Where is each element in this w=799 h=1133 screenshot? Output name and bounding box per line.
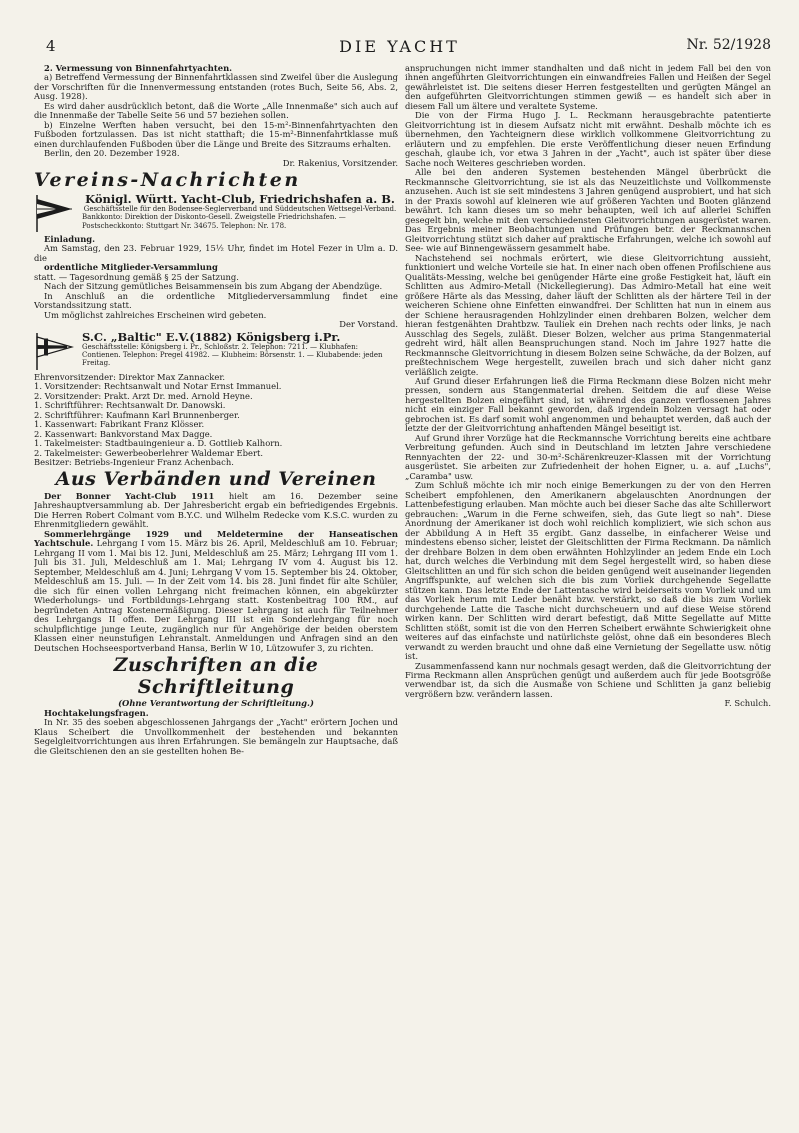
list-item: 2. Takelmeister: Gewerbeoberlehrer Waldemar Ebert.	[34, 447, 264, 458]
cross-pennant-icon	[34, 331, 74, 371]
invitation-heading: Einladung.	[44, 233, 96, 244]
paragraph-text: hielt am 16. Dezember seine Jahreshauptversammlung ab. Der Jahresbericht ergab ein befriedigendes Ergebnis. Die Herren Robert Colmant vom B.Y.C. und Wilhelm Redecke vom K.S.C. wurden zu Ehrenmitgliedern gewählt.	[34, 490, 398, 530]
issue-number: Nr. 52/1928	[686, 37, 771, 53]
bold-lead: Sommerlehrgänge 1929 und Meldetermine der Hanseatischen Yachtschule.	[34, 528, 398, 549]
paragraph: statt. — Tagesordnung gemäß § 25 der Satzung.	[34, 271, 239, 282]
list-item: 2. Vorsitzender: Prakt. Arzt Dr. med. Arnold Heyne.	[34, 390, 253, 401]
burgee-flag-icon	[34, 193, 74, 233]
club-entry-baltic	[34, 331, 398, 371]
paragraph	[34, 492, 398, 530]
paragraph: Nachstehend sei nochmals erörtert, wie diese Gleitvorrichtung aussieht, funktioniert und welche Vorteile sie hat. In einer nach oben offenen Profilschiene aus Qualitäts-Messing, welche bei genügender Härte eine große Festigkeit hat, läuft ein Schlitten aus Admiro-Metall (Nickellegierung). Das Admiro-Metall hat eine weit größere Härte als das Messing, daher läuft der Schlitten als der härtere Teil in der weicheren Schiene ohne Einfetten einwandfrei. Der Schlitten hat nun in einem aus der Schiene herausragenden Hohlzylinder einen drehbaren Bolzen, welcher dem hieran festgenähten Drahtbzw. Tauliek ein Drehen nach rechts oder links, je nach Ausschlag des Segels, zuläßt. Dieser Bolzen, welcher aus prima Stangenmaterial gedreht wird, hält allen Beanspruchungen stand. Noch im Jahre 1927 hatte die Reckmannsche Gleitvorrichtung in diesem Bolzen seine Schwäche, da der Bolzen, auf preßtechnischem Wege hergestellt, zuweilen brach und sich daher nicht ganz verläßlich zeigte.	[405, 252, 771, 377]
club-info: Geschäftsstelle für den Bodensee-Seglerverband und Süddeutschen Wettsegel-Verband.	[83, 205, 397, 214]
club-name: S.C. „Baltic" E.V.(1882) Königsberg i.Pr.	[82, 329, 341, 344]
meeting-heading: ordentliche Mitglieder-Versammlung	[44, 262, 218, 273]
paragraph: Zusammenfassend kann nur nochmals gesagt werden, daß die Gleitvorrichtung der Firma Reckmann allen Ansprüchen genügt und außerdem auch für jede Bootsgröße verwendbar ist, da sich die Ausmaße von Schiene und Schlitten ja ganz beliebig vergrößern bzw. verändern lassen.	[405, 660, 771, 699]
date-line: Berlin, den 20. Dezember 1928.	[44, 148, 180, 159]
paragraph: Alle bei den anderen Systemen bestehenden Mängel überbrückt die Reckmannsche Gleitvorrichtung, sie ist als das Neuzeitlichste und Vollkommenste anzusehen. Auch ist sie seit mindestens 3 Jahren genügend ausprobiert, und hat sich in der Praxis sowohl auf kleineren wie auf größeren Yachten und Booten glänzend bewährt. Ich kann dieses um so mehr behaupten, weil ich auf allerlei Schiffen gesegelt bin, welche mit den verschiedensten Gleitvorrichtungen ausgerüstet waren. Das Ergebnis meiner Beobachtungen und Prüfungen betr. der Reckmannschen Gleitvorrichtung stützt sich daher auf praktische Erfahrungen, welche ich sowohl auf See- wie auf Binnengewässern gesammelt habe.	[405, 167, 771, 254]
section-title-zuschriften: Zuschriften an die Schriftleitung	[113, 654, 319, 698]
paragraph: anspruchungen nicht immer standhalten und daß nicht in jedem Fall bei den von ihnen angeführten Gleitvorrichtungen ein einwandfreies Fallen und Heißen der Segel gewährleistet ist. Die seitens dieser Herren festgestellten und gerügten Mängel an den aufgeführten Gleitvorrichtungen stimmen gewiß — es handelt sich aber in diesem Fall um ältere und veraltete Systeme.	[405, 64, 771, 111]
paragraph: a) Betreffend Vermessung der Binnenfahrtklassen sind Zweifel über die Auslegung der Vorschriften für die Innenvermessung entstanden (rotes Buch, Seite 56, Abs. 2, Ausg. 1928).	[34, 72, 398, 102]
paragraph: Auf Grund ihrer Vorzüge hat die Reckmannsche Vorrichtung bereits eine achtbare Verbreitung gefunden. Auch sind in Deutschland im letzten Jahre verschiedene Rennyachten der 22- und 30-m²-Schärenkreuzer-Klassen mit der Vorrichtung ausgerüstet. Sie arbeiten zur Zufriedenheit der hohen Eigner, u. a. auf „Luchs", „Caramba" usw.	[405, 432, 771, 481]
magazine-title: DIE YACHT	[339, 37, 460, 56]
paragraph: Am Samstag, den 23. Februar 1929, 15½ Uhr, findet im Hotel Fezer in Ulm a. D. die	[34, 243, 398, 263]
paragraph: In Anschluß an die ordentliche Mitgliederversammlung findet eine Vorstandssitzung statt.	[34, 290, 398, 311]
section-subtitle: (Ohne Verantwortung der Schriftleitung.)	[118, 698, 314, 709]
list-item: Ehrenvorsitzender: Direktor Max Zannacker.	[34, 371, 226, 382]
section-heading: 2. Vermessung von Binnenfahrtyachten.	[44, 64, 233, 73]
page-number: 4	[46, 37, 56, 55]
paragraph-text: Lehrgang I vom 15. März bis 26. April, Meldeschluß am 10. Februar; Lehrgang II vom 1. Mai bis 12. Juni, Meldeschluß am 25. März; Lehrgang III vom 1. Juli bis 31. Juli, Meldeschluß am 1. Mai; Lehrgang IV vom 4. August bis 12. September, Meldeschluß am 4. Juni; Lehrgang V vom 15. September bis 24. Oktober, Meldeschluß am 15. Juli. — In der Zeit vom 14. bis 28. Juni findet für alte Schüler, die sich für einen vollen Lehrgang nicht freimachen können, ein abgekürzter Wiederholungs- und Fortbildungs-Lehrgang statt. Kostenbeitrag 100 RM., auf begründeten Antrag Kostenermäßigung. Dieser Lehrgang ist auch für Teilnehmer des Lehrgangs II offen. Der Lehrgang III ist ein Sonderlehrgang für noch schulpflichtige junge Leute, zugänglich nur für Angehörige der beiden oberstem Klassen einer neunstufigen Lehranstalt. Anmeldungen und Anfragen sind an den Deutschen Hochseesportverband Hansa, Berlin W 10, Lützowufer 3, zu richten.	[34, 538, 398, 653]
signature: F. Schulch.	[724, 698, 771, 709]
board-list	[34, 373, 398, 468]
paragraph	[34, 530, 398, 653]
list-item: 2. Kassenwart: Bankvorstand Max Dagge.	[34, 428, 213, 439]
paragraph: Nach der Sitzung gemütliches Beisammensein bis zum Abgang der Abendzüge.	[44, 281, 383, 292]
section-title-vereins-nachrichten: Vereins-Nachrichten	[34, 169, 301, 192]
list-item: 1. Kassenwart: Fabrikant Franz Klösser.	[34, 419, 205, 430]
list-item: Besitzer: Betriebs-Ingenieur Franz Achenbach.	[34, 457, 234, 467]
club-info: Geschäftsstelle: Königsberg i. Pr., Schloßstr. 2. Telephon: 7211. — Klubhafen: Contienen. Telephon: Pregel 41982. — Klubheim: Börsenstr. 1. — Klubabende: jeden Freitag.	[82, 343, 383, 368]
paragraph: Zum Schluß möchte ich mir noch einige Bemerkungen zu der von den Herren Scheibert empfohlenen, den Amerikanern abgelauschten Anordnungen der Lattenbefestigung erlauben. Man möchte auch bei dieser Sache das alte Schillerwort gebrauchen: „Warum in die Ferne schweifen, sieh, das Gute liegt so nah". Diese Anordnung der Amerikaner ist doch wohl reichlich kompliziert, wie sich schon aus der Abbildung A in Heft 35 ergibt. Ganz dasselbe, in einfacherer Weise und mindestens ebenso sicher, leistet der Gleitschlitten der Firma Reckmann. Da nämlich der drehbare Bolzen in dem oben erwähnten Hohlzylinder an jedem Ende ein Loch hat, durch welches die Verbindung mit dem Segel hergestellt wird, so haben diese Gleitschlitten an und für sich schon die beiden genügend weit auseinander liegenden Angriffspunkte, auf welchen sich die bis zum Vorliek durchgehende Segellatte stützen kann. Das letzte Ende der Lattentasche wird beiderseits vom Vorliek und um das Vorliek herum mit Leder benäht bzw. verstärkt, so daß die bis zum Vorliek durchgehende Latte die Tasche nicht durchscheuern und auf diese Weise störend wirken kann. Der Schlitten wird derart befestigt, daß Mitte Segellatte auf Mitte Schlitten stößt, somit ist die von den Herren Scheibert erwähnte Schwierigkeit ohne weiteres auf das einfachste und natürlichste gelöst, ohne daß ein besonderes Blech verwandt zu werden braucht und ohne daß eine Vernietung der Segellatte usw. nötig ist.	[405, 480, 771, 662]
paragraph: Die von der Firma Hugo J. L. Reckmann herausgebrachte patentierte Gleitvorrichtung ist in diesem Aufsatz nicht mit erwähnt. Deshalb möchte ich es übernehmen, den Yachteignern diese wirklich vollkommene Gleitvorrichtung zu erläutern und zu empfehlen. Die erste Veröffentlichung dieser neuen Erfindung geschah, glaube ich, vor etwa 3 Jahren in der „Yacht", auch ist später über diese Sache noch Weiteres geschrieben worden.	[405, 110, 771, 168]
signature: Dr. Rakenius, Vorsitzender.	[282, 157, 398, 168]
paragraph: Es wird daher ausdrücklich betont, daß die Worte „Alle Innenmaße" sich auch auf die Innenmaße der Tabelle Seite 56 und 57 beziehen sollen.	[34, 100, 398, 121]
list-item: 1. Takelmeister: Stadtbauingenieur a. D. Gottlieb Kalhorn.	[34, 438, 283, 449]
list-item: 1. Schriftführer: Rechtsanwalt Dr. Danowski.	[34, 400, 226, 411]
signature: Der Vorstand.	[339, 319, 398, 330]
club-entry-wuerttemberg	[34, 193, 398, 233]
paragraph: b) Einzelne Werften haben versucht, bei den 15-m²-Binnenfahrtyachten den Fußboden fortzulassen. Das ist nicht statthaft; die 15-m²-Binnenfahrtklasse muß einen durchlaufenden Fußboden über die Länge und Breite des Sitzraums erhalten.	[34, 119, 398, 149]
paragraph: Um möglichst zahlreiches Erscheinen wird gebeten.	[44, 309, 267, 320]
section-title-aus-verbaenden: Aus Verbänden und Vereinen	[55, 468, 377, 491]
list-item: 1. Vorsitzender: Rechtsanwalt und Notar Ernst Immanuel.	[34, 381, 282, 392]
right-column	[405, 64, 771, 1114]
paragraph: Auf Grund dieser Erfahrungen ließ die Firma Reckmann diese Bolzen nicht mehr pressen, sondern aus Stangenmaterial drehen. Seitdem die auf diese Weise hergestellten Bolzen eingeführt sind, ist während des ganzen verflossenen Jahres nicht ein einziger Fall bekannt geworden, daß irgendein Bolzen versagt hat oder gebrochen ist. Es darf somit wohl angenommen und behauptet werden, daß auch der letzte der der Gleitvorrichtung anhaftenden Mängel beseitigt ist.	[405, 375, 771, 434]
paragraph: In Nr. 35 des soeben abgeschlossenen Jahrgangs der „Yacht" erörtern Jochen und Klaus Scheibert die Unvollkommenheit der bestehenden und bekannten Segelgleitvorrichtungen aus ihren Erfahrungen. Sie bemängeln zur Hauptsache, daß die Gleitschienen den an sie gestellten hohen Be-	[34, 717, 398, 756]
article-heading: Hochtakelungsfragen.	[44, 707, 149, 718]
bold-lead: Der Bonner Yacht-Club 1911	[44, 490, 215, 501]
left-column	[34, 64, 398, 1114]
club-name: Königl. Württ. Yacht-Club, Friedrichshafen a. B.	[85, 191, 395, 206]
page-header	[0, 37, 799, 61]
club-bank: Bankkonto: Direktion der Diskonto-Gesell. Zweigstelle Friedrichshafen. — Postscheckkonto: Stuttgart Nr. 34675. Telephon: Nr. 178.	[82, 213, 346, 230]
list-item: 2. Schriftführer: Kaufmann Karl Brunnenberger.	[34, 409, 240, 420]
